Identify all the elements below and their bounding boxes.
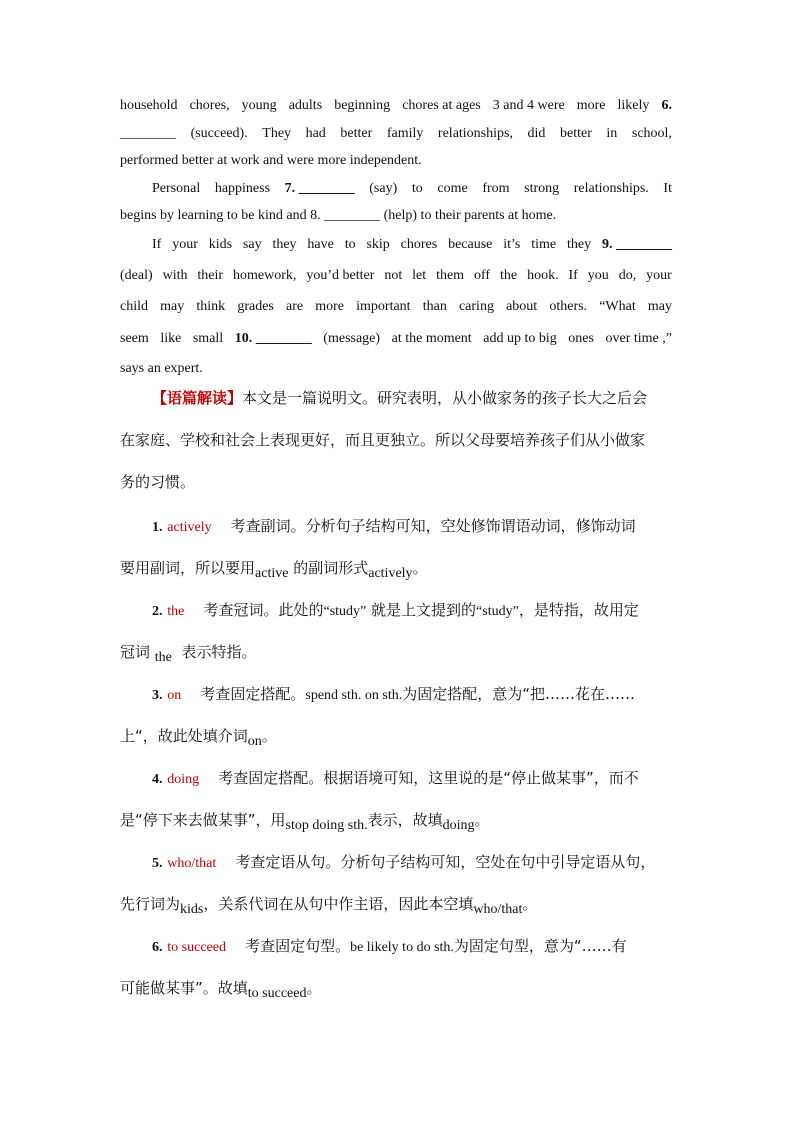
passage-word: child — [120, 299, 148, 314]
passage-word: your — [172, 237, 198, 252]
answer-number: 4. — [152, 772, 163, 787]
passage-word: you’d better — [306, 268, 375, 283]
passage-word: may — [647, 299, 672, 314]
passage-word: 6. — [661, 98, 672, 113]
answer-number: 2. — [152, 604, 163, 619]
passage-word: you — [587, 268, 609, 283]
explanation-text: 要用副词，所以要用 — [120, 559, 256, 577]
passage-line-1 — [120, 98, 672, 114]
answer-value: to succeed — [167, 940, 226, 955]
passage-word: than — [422, 299, 447, 314]
answer-number: 6. — [152, 940, 163, 955]
explanation-text: 表示，故填 — [367, 811, 443, 829]
passage-word: (succeed). — [190, 126, 248, 141]
passage-word: let — [412, 268, 427, 283]
explanation-term: kids — [180, 902, 204, 917]
answer-1-line-1 — [152, 516, 676, 538]
passage-word: had — [305, 126, 326, 141]
answer-2-line-2 — [120, 642, 676, 664]
passage-word: kids — [208, 237, 233, 252]
passage-word: chores at ages — [402, 98, 481, 113]
passage-word: more — [315, 299, 344, 314]
passage-word: at the moment — [391, 331, 472, 346]
explanation-term: “study” — [476, 604, 519, 619]
passage-word: add up to big — [483, 331, 557, 346]
passage-word: think — [196, 299, 226, 314]
passage-word: them — [436, 268, 465, 283]
explanation-text: 表示特指。 — [181, 643, 257, 661]
passage-word: seem — [120, 331, 149, 346]
passage-word: ________ — [120, 126, 176, 141]
explanation-text: 。 — [522, 895, 538, 913]
passage-word: Personal — [152, 181, 201, 196]
answer-value: the — [167, 604, 185, 619]
passage-word: grades — [237, 299, 274, 314]
explanation-text: 为固定搭配，意为“把……花在…… — [402, 685, 635, 703]
passage-word: better — [559, 126, 592, 141]
explanation-term: be likely to do sth. — [350, 940, 454, 955]
passage-word: more — [576, 98, 606, 113]
explanation-term: stop doing sth. — [285, 818, 368, 833]
passage-word: from — [482, 181, 510, 196]
passage-line-7 — [120, 268, 672, 284]
passage-word: their — [197, 268, 224, 283]
analysis-line-3: 务的习惯。 — [120, 473, 196, 491]
explanation-text: 考查固定搭配。 — [200, 685, 306, 703]
passage-word: time — [531, 237, 557, 252]
passage-word: relationships. — [573, 181, 649, 196]
passage-word: they — [272, 237, 297, 252]
passage-word: If — [568, 268, 578, 283]
passage-word: say — [242, 237, 262, 252]
passage-word: come — [437, 181, 468, 196]
passage-line-9 — [120, 331, 672, 347]
passage-line-6 — [152, 237, 672, 253]
answer-value: actively — [167, 520, 212, 535]
passage-word: about — [506, 299, 538, 314]
answer-6-line-2 — [120, 978, 676, 1000]
explanation-text: 是“停下来去做某事”，用 — [120, 811, 286, 829]
explanation-text: 上“，故此处填介词 — [120, 727, 248, 745]
explanation-text: 为固定句型，意为“……有 — [453, 937, 627, 955]
answer-value: doing — [167, 772, 200, 787]
answer-4-line-1 — [152, 768, 676, 790]
explanation-text: 。 — [412, 559, 428, 577]
passage-word: did — [527, 126, 546, 141]
passage-word: “What — [599, 299, 636, 314]
passage-word: because — [448, 237, 493, 252]
explanation-text: 就是上文提到的 — [371, 601, 477, 619]
explanation-text: 。 — [261, 727, 277, 745]
passage-word: adults — [288, 98, 323, 113]
passage-word: happiness — [214, 181, 271, 196]
answer-number: 1. — [152, 520, 163, 535]
passage-word: with — [162, 268, 188, 283]
answer-value: who/that — [167, 856, 217, 871]
analysis-text-1: 本文是一篇说明文。研究表明，从小做家务的孩子长大之后会 — [242, 389, 648, 407]
answer-2-line-1 — [152, 600, 676, 622]
explanation-text: ，是特指，故用定 — [518, 601, 639, 619]
passage-word: homework, — [233, 268, 297, 283]
passage-word: in — [606, 126, 618, 141]
explanation-text: 的副词形式 — [293, 559, 369, 577]
answer-value: on — [167, 688, 182, 703]
passage-word: they — [566, 237, 592, 252]
explanation-text: 。 — [474, 811, 490, 829]
explanation-term: “study” — [323, 604, 367, 619]
passage-word: like — [160, 331, 182, 346]
passage-word: important — [356, 299, 411, 314]
passage-word: hook. — [527, 268, 559, 283]
passage-word: family — [386, 126, 424, 141]
passage-word: do, — [618, 268, 637, 283]
answer-number: 5. — [152, 856, 163, 871]
passage-word: (deal) — [120, 268, 153, 283]
passage-word: your — [646, 268, 672, 283]
explanation-text: 考查固定句型。 — [245, 937, 351, 955]
passage-word: likely — [617, 98, 650, 113]
passage-word: strong — [524, 181, 560, 196]
passage-line-3: performed better at work and were more independent. — [120, 153, 422, 168]
passage-line-10: says an expert. — [120, 361, 203, 376]
answer-5-line-1 — [152, 852, 676, 874]
explanation-term: to succeed — [247, 986, 307, 1001]
explanation-term: spend sth. on sth. — [305, 688, 403, 703]
passage-word: 3 and 4 were — [492, 98, 565, 113]
passage-line-5: begins by learning to be kind and 8. ________ (help) to their parents at home. — [120, 208, 557, 223]
answer-6-line-1 — [152, 936, 676, 958]
answer-number: 3. — [152, 688, 163, 703]
explanation-text: 。 — [306, 979, 322, 997]
passage-word: (message) — [323, 331, 381, 346]
passage-word: skip — [366, 237, 390, 252]
analysis-line-2: 在家庭、学校和社会上表现更好，而且更独立。所以父母要培养孩子们从小做家 — [120, 431, 646, 449]
explanation-text: 冠词 — [120, 643, 151, 661]
passage-line-2 — [120, 126, 672, 142]
explanation-term: actively — [368, 566, 413, 581]
answer-1-line-2 — [120, 558, 676, 580]
passage-word: are — [286, 299, 304, 314]
passage-word: It — [663, 181, 672, 196]
explanation-term: who/that — [473, 902, 523, 917]
passage-word: young — [241, 98, 277, 113]
passage-word: They — [262, 126, 292, 141]
passage-word: (say) — [369, 181, 398, 196]
passage-word: may — [160, 299, 185, 314]
explanation-term: active — [255, 566, 289, 581]
passage-word: relationships, — [437, 126, 513, 141]
analysis-line-1 — [152, 388, 676, 408]
passage-line-8 — [120, 299, 672, 315]
explanation-term: on — [247, 734, 262, 749]
explanation-text: 考查定语从句。分析句子结构可知，空处在句中引导定语从句， — [235, 853, 656, 871]
passage-word: If — [152, 237, 162, 252]
explanation-text: 先行词为 — [120, 895, 181, 913]
analysis-tag: 【语篇解读】 — [152, 389, 243, 407]
passage-word: off — [474, 268, 491, 283]
passage-word: to — [411, 181, 423, 196]
passage-word: school, — [631, 126, 672, 141]
answer-4-line-2 — [120, 810, 676, 832]
passage-word: better — [340, 126, 373, 141]
passage-word: beginning — [334, 98, 391, 113]
answer-3-line-2 — [120, 726, 676, 748]
explanation-text: 考查副词。分析句子结构可知，空处修饰谓语动词，修饰动词 — [230, 517, 636, 535]
passage-word: small — [192, 331, 224, 346]
passage-word: caring — [458, 299, 494, 314]
passage-word: not — [384, 268, 403, 283]
explanation-term: doing — [442, 818, 475, 833]
passage-word: over time ,” — [605, 331, 672, 346]
explanation-text: 可能做某事”。故填 — [120, 979, 248, 997]
passage-word: to — [344, 237, 356, 252]
answer-5-line-2 — [120, 894, 676, 916]
passage-word: the — [500, 268, 518, 283]
explanation-text: ，关系代词在从句中作主语，因此本空填 — [203, 895, 474, 913]
explanation-text: 考查冠词。此处的 — [203, 601, 324, 619]
passage-word: it’s — [503, 237, 521, 252]
passage-word: others. — [549, 299, 588, 314]
passage-word: chores, — [189, 98, 230, 113]
passage-word: have — [307, 237, 334, 252]
explanation-text: 考查固定搭配。根据语境可知，这里说的是“停止做某事”，而不 — [218, 769, 639, 787]
passage-word: chores — [400, 237, 438, 252]
explanation-term: the — [154, 650, 172, 665]
passage-word: 9. ________ — [601, 237, 672, 252]
passage-line-4 — [152, 181, 672, 197]
passage-word: 7. ________ — [284, 181, 355, 196]
passage-word: ones — [568, 331, 594, 346]
answer-3-line-1 — [152, 684, 676, 706]
passage-word: household — [120, 98, 178, 113]
passage-word: 10. ________ — [234, 331, 312, 346]
